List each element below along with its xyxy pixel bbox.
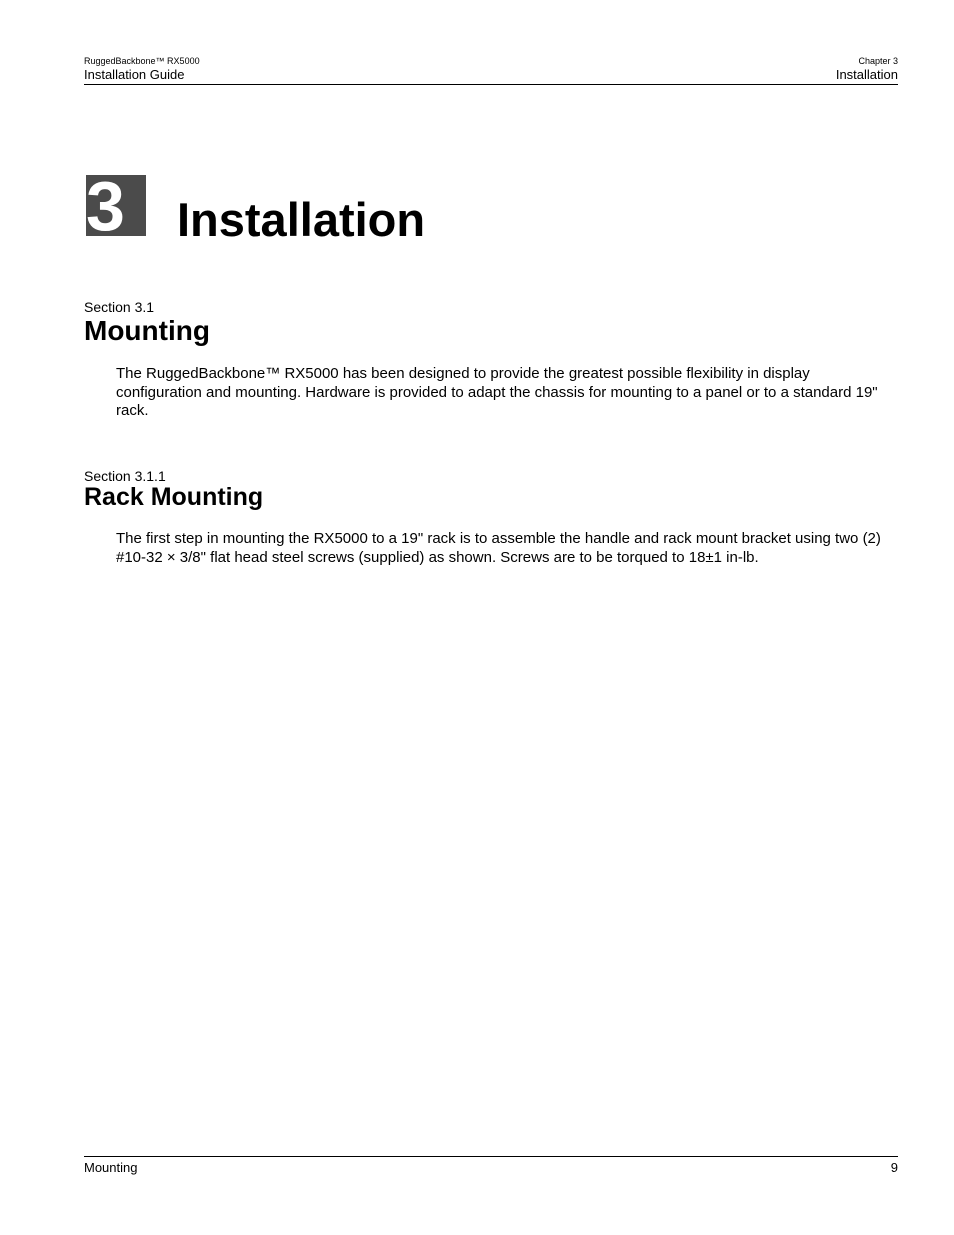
subsection-label: Section 3.1.1 [84, 468, 166, 484]
section-body-text: The RuggedBackbone™ RX5000 has been designed to provide the greatest possible flexibility in display configuration and mounting. Hardware is provided to adapt the chassis for mounting to a panel or to a standard 19" rack. [116, 365, 878, 419]
subsection-body-text: The first step in mounting the RX5000 to a 19" rack is to assemble the handle and rack mount bracket using two (2) #10-32 × 3/8" flat head steel screws (supplied) as shown. Screws are to be torqued to 18±1 in-lb. [116, 530, 881, 566]
header-rule [84, 84, 898, 85]
header-document-title: Installation Guide [84, 67, 185, 82]
header-chapter-label: Chapter 3 [858, 56, 898, 66]
footer-page-number: 9 [890, 1160, 898, 1175]
chapter-title: Installation [177, 193, 426, 246]
chapter-number-box [86, 175, 146, 236]
header-product-name: RuggedBackbone™ RX5000 [84, 56, 200, 66]
section-title: Mounting [84, 315, 210, 346]
footer-rule [84, 1156, 898, 1157]
chapter-number: 3 [86, 175, 123, 236]
subsection-title: Rack Mounting [84, 483, 264, 511]
footer-section-name: Mounting [84, 1160, 138, 1175]
section-label: Section 3.1 [84, 299, 155, 315]
header-chapter-name: Installation [835, 67, 898, 82]
